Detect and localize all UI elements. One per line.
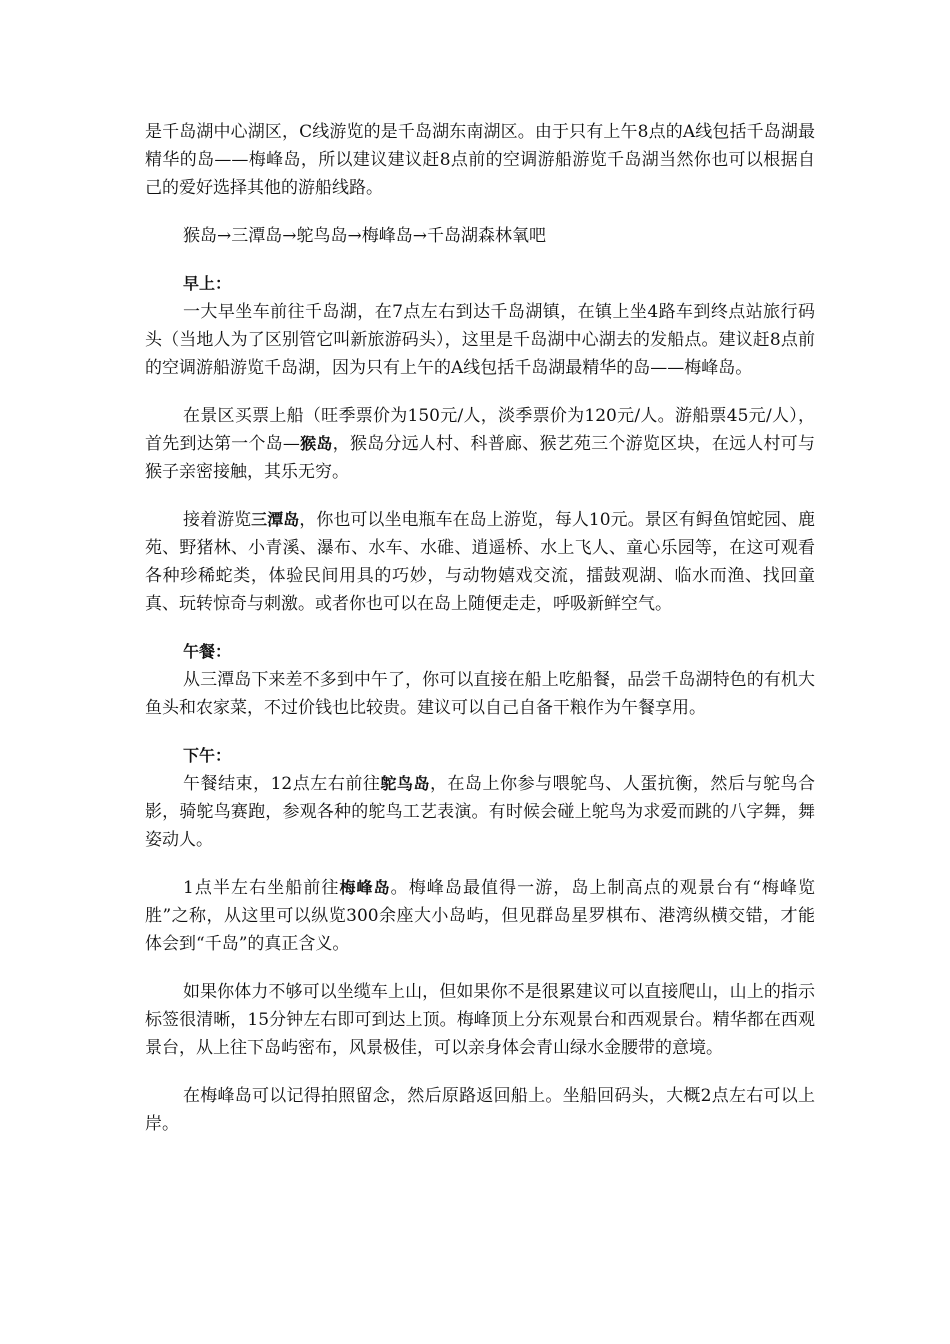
text-span: 接着游览: [183, 510, 252, 530]
document-page: [145, 118, 815, 1138]
text-span: 。梅峰岛最值得一游，岛上制高点的观景台有“梅峰览胜”之称，从这里可以纵览300余座大小岛屿，但见群岛星罗棋布、港湾纵横交错，才能体会到“千岛”的真正含义。: [145, 878, 815, 954]
afternoon-heading: 下午：: [183, 746, 232, 765]
text-span: ，你也可以坐电瓶车在岛上游览，每人10元。景区有鲟鱼馆蛇园、鹿苑、野猪林、小青溪、瀑布、水车、水碓、逍遥桥、水上飞人、童心乐园等，在这可观看各种珍稀蛇类，体验民间用具的巧妙，与动物嬉戏交流，擂鼓观湖、临水而渔、找回童真、玩转惊奇与刺激。或者你也可以在岛上随便走走，呼吸新鲜空气。: [145, 510, 815, 614]
afternoon-paragraph-3: 如果你体力不够可以坐缆车上山，但如果你不是很累建议可以直接爬山，山上的指示标签很清晰，15分钟左右即可到达上顶。梅峰顶上分东观景台和西观景台。精华都在西观景台，从上往下岛屿密布，风景极佳，可以亲身体会青山绿水金腰带的意境。: [145, 982, 815, 1058]
place-name-monkey-island: 猴岛: [299, 434, 333, 453]
morning-heading: 早上：: [183, 274, 232, 293]
text-span: ，在岛上你参与喂鸵鸟、人蛋抗衡，然后与鸵鸟合影，骑鸵鸟赛跑，参观各种的鸵鸟工艺表演。有时候会碰上鸵鸟为求爱而跳的八字舞，舞姿动人。: [145, 774, 815, 850]
morning-paragraph-2: [145, 402, 815, 486]
afternoon-paragraph-2: [145, 874, 815, 958]
place-name-meifeng-island: 梅峰岛: [339, 878, 391, 897]
place-name-santan-island: 三潭岛: [251, 510, 300, 529]
afternoon-paragraph-4: 在梅峰岛可以记得拍照留念，然后原路返回船上。坐船回码头，大概2点左右可以上岸。: [145, 1086, 815, 1134]
text-span: 在景区买票上船（旺季票价为150元/人，淡季票价为120元/人。游船票45元/人），首先到达第一个岛—: [145, 406, 815, 454]
text-span: 午餐结束，12点左右前往: [183, 774, 381, 794]
afternoon-paragraph-1: [145, 770, 815, 854]
morning-paragraph-1: 一大早坐车前往千岛湖，在7点左右到达千岛湖镇，在镇上坐4路车到终点站旅行码头（当地人为了区别管它叫新旅游码头），这里是千岛湖中心湖去的发船点。建议赶8点前的空调游船游览千岛湖，因为只有上午的A线包括千岛湖最精华的岛——梅峰岛。: [145, 302, 815, 378]
route-line: 猴岛→三潭岛→鸵鸟岛→梅峰岛→千岛湖森林氧吧: [183, 226, 546, 246]
morning-paragraph-3: [145, 506, 815, 618]
text-span: ，猴岛分远人村、科普廊、猴艺苑三个游览区块，在远人村可与猴子亲密接触，其乐无穷。: [145, 434, 816, 482]
lunch-paragraph: 从三潭岛下来差不多到中午了，你可以直接在船上吃船餐，品尝千岛湖特色的有机大鱼头和农家菜，不过价钱也比较贵。建议可以自己自备干粮作为午餐享用。: [145, 670, 815, 718]
lunch-heading: 午餐：: [183, 642, 232, 661]
place-name-ostrich-island: 鸵鸟岛: [380, 774, 430, 793]
intro-paragraph: 是千岛湖中心湖区，C线游览的是千岛湖东南湖区。由于只有上午8点的A线包括千岛湖最精华的岛——梅峰岛，所以建议建议赶8点前的空调游船游览千岛湖当然你也可以根据自己的爱好选择其他的游船线路。: [145, 122, 815, 198]
text-span: 1点半左右坐船前往: [183, 878, 340, 898]
